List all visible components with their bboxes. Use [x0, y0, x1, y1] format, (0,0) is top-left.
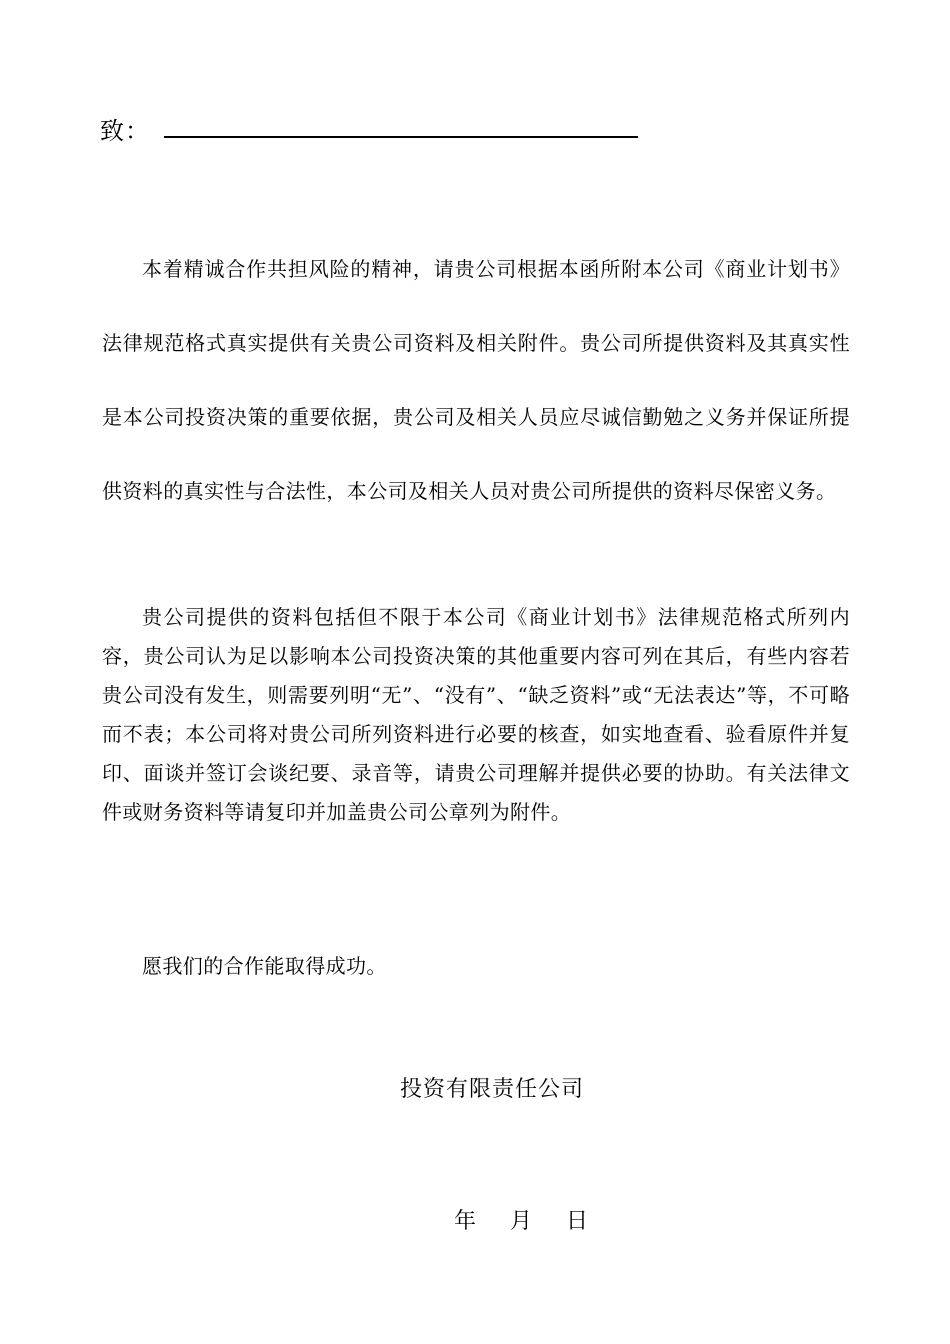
signature-date: [454, 1204, 622, 1235]
date-day: 日: [566, 1209, 589, 1234]
date-year: 年: [454, 1209, 477, 1234]
addressee-blank: [164, 136, 638, 138]
date-month: 月: [510, 1209, 533, 1234]
addressee-label: 致：: [100, 117, 150, 145]
signature-company: 投资有限责任公司: [400, 1077, 585, 1102]
addressee-line: [100, 110, 638, 146]
paragraph-closing: 愿我们的合作能取得成功。: [142, 954, 387, 978]
paragraph-materials: 贵公司提供的资料包括但不限于本公司《商业计划书》法律规范格式所列内容，贵公司认为足以影响本公司投资决策的其他重要内容可列在其后，有些内容若贵公司没有发生，则需要列明“无”、“没有”、“缺乏资料”或“无法表达”等，不可略而不表；本公司将对贵公司所列资料进行必要的核查，如实地查看、验看原件并复印、面谈并签订会谈纪要、录音等，请贵公司理解并提供必要的协助。有关法律文件或财务资料等请复印并加盖贵公司公章列为附件。: [102, 605, 850, 824]
paragraph-intro: 本着精诚合作共担风险的精神，请贵公司根据本函所附本公司《商业计划书》法律规范格式真实提供有关贵公司资料及相关附件。贵公司所提供资料及其真实性是本公司投资决策的重要依据，贵公司及相关人员应尽诚信勤勉之义务并保证所提供资料的真实性与合法性，本公司及相关人员对贵公司所提供的资料尽保密义务。: [102, 257, 850, 503]
